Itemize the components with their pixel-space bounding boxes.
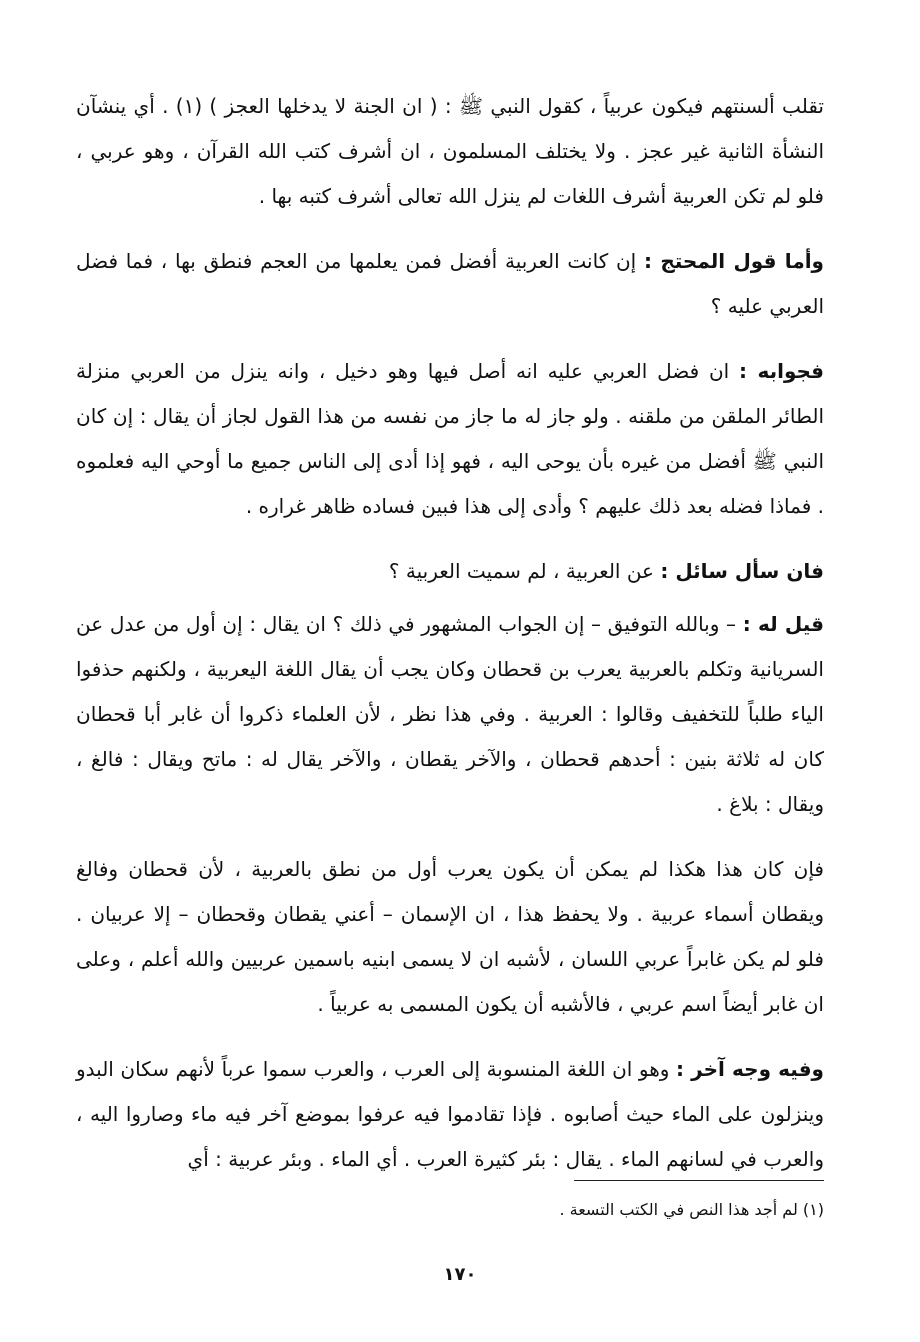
paragraph-lead: فان سأل سائل : <box>660 559 824 583</box>
paragraph-3 <box>76 349 824 529</box>
paragraph-text: تقلب ألسنتهم فيكون عربياً ، كقول النبي ﷺ : ( ان الجنة لا يدخلها العجز ) (١) . أي ينشآن النشأة الثانية غير عجز . ولا يختلف المسلمون ، ان أشرف كتب الله القرآن ، وهو عربي ، فلو لم تكن العربية أشرف اللغات لم ينزل الله تعالى أشرف كتبه بها . <box>76 94 825 208</box>
paragraph-6 <box>76 847 824 1027</box>
footnote-divider <box>574 1180 824 1181</box>
paragraph-text: عن العربية ، لم سميت العربية ؟ <box>388 559 661 583</box>
paragraph-lead: وفيه وجه آخر : <box>675 1057 824 1081</box>
paragraph-text: وهو ان اللغة المنسوبة إلى العرب ، والعرب سموا عرباً لأنهم سكان البدو وينزلون على الماء حيث أصابوه . فإذا تقادموا فيه عرفوا بموضع آخر فيه ماء وصاروا اليه ، والعرب في لسانهم الماء . يقال : بئر كثيرة العرب . أي الماء . وبئر عربية : أي <box>76 1057 824 1171</box>
footnote: (١) لم أجد هذا النص في الكتب التسعة . <box>559 1200 824 1219</box>
page-number: ١٧٠ <box>443 1264 477 1285</box>
paragraph-lead: قيل له : <box>742 612 824 636</box>
paragraph-text: فإن كان هذا هكذا لم يمكن أن يكون يعرب أول من نطق بالعربية ، لأن قحطان وفالغ ويقطان أسماء عربية . ولا يحفظ هذا ، ان الإسمان – أعني يقطان وقحطان – إلا عربيان . فلو لم يكن غابراً عربي اللسان ، لأشبه ان لا يسمى ابنيه باسمين عربيين والله أعلم ، وعلى ان غابر أيضاً اسم عربي ، فالأشبه أن يكون المسمى به عربياً . <box>76 857 824 1016</box>
paragraph-5 <box>76 602 824 827</box>
paragraph-text: ان فضل العربي عليه انه أصل فيها وهو دخيل ، وانه ينزل من العربي منزلة الطائر الملقن من ملقنه . ولو جاز له ما جاز من نفسه من هذا القول لجاز أن يقال : إن كان النبي ﷺ أفضل من غيره بأن يوحى اليه ، فهو إذا أدى إلى الناس جميع ما أوحي اليه فعلموه . فماذا فضله بعد ذلك عليهم ؟ وأدى إلى هذا فبين فساده ظاهر غراره . <box>76 359 824 518</box>
paragraph-4 <box>76 549 824 594</box>
paragraph-2 <box>76 239 824 329</box>
paragraph-text: إن كانت العربية أفضل فمن يعلمها من العجم فنطق بها ، فما فضل العربي عليه ؟ <box>76 249 824 318</box>
paragraph-lead: فجوابه : <box>739 359 824 383</box>
paragraph-text: – وبالله التوفيق – إن الجواب المشهور في ذلك ؟ ان يقال : إن أول من عدل عن السريانية وتكلم بالعربية يعرب بن قحطان وكان يجب أن يقال اللغة اليعربية ، ولكنهم حذفوا الياء طلباً للتخفيف وقالوا : العربية . وفي هذا نظر ، لأن العلماء ذكروا أن غابر أبا قحطان كان له ثلاثة بنين : أحدهم قحطان ، والآخر يقطان ، والآخر يقال له : ماتح ويقال : فالغ ، ويقال : بلاغ . <box>76 612 824 816</box>
paragraph-7 <box>76 1047 824 1182</box>
body-text <box>76 84 824 1202</box>
paragraph-1 <box>76 84 824 219</box>
paragraph-lead: وأما قول المحتج : <box>643 249 824 273</box>
